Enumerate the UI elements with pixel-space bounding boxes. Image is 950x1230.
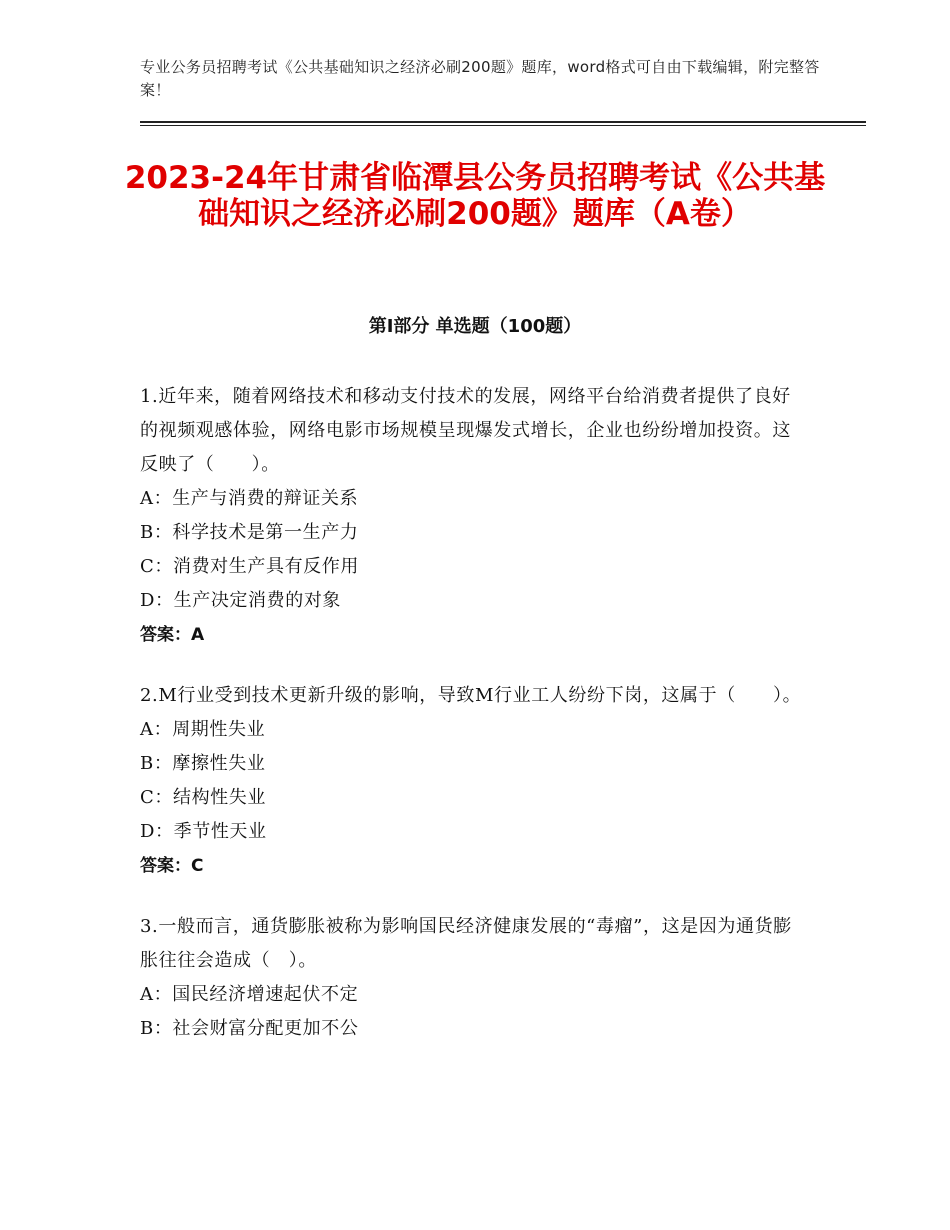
option-d: D：生产决定消费的对象: [140, 590, 342, 611]
option-b: B：科学技术是第一生产力: [140, 522, 359, 543]
header-divider: [140, 121, 866, 126]
answer-line: 答案：A: [140, 625, 205, 645]
question-stem: 2.M行业受到技术更新升级的影响，导致M行业工人纷纷下岗，这属于（ ）。: [140, 685, 802, 706]
question-2: [140, 679, 808, 883]
option-b: B：摩擦性失业: [140, 753, 266, 774]
question-list: [140, 380, 808, 1073]
option-b: B：社会财富分配更加不公: [140, 1018, 359, 1039]
option-d: D：季节性天业: [140, 821, 267, 842]
section-heading: 第I部分 单选题（100题）: [368, 316, 582, 337]
question-3: [140, 910, 808, 1046]
question-stem: 3.一般而言，通货膨胀被称为影响国民经济健康发展的“毒瘤”，这是因为通货膨胀往往会造成（ ）。: [140, 916, 792, 971]
question-stem: 1.近年来，随着网络技术和移动支付技术的发展，网络平台给消费者提供了良好的视频观感体验，网络电影市场规模呈现爆发式增长，企业也纷纷增加投资。这反映了（ ）。: [140, 386, 791, 475]
option-c: C：消费对生产具有反作用: [140, 556, 359, 577]
option-a: A：周期性失业: [140, 719, 266, 740]
document-title: 2023-24年甘肃省临潭县公务员招聘考试《公共基础知识之经济必刷200题》题库（A卷）: [124, 160, 826, 232]
option-a: A：生产与消费的辩证关系: [140, 488, 359, 509]
answer-line: 答案：C: [140, 856, 204, 876]
option-c: C：结构性失业: [140, 787, 266, 808]
option-a: A：国民经济增速起伏不定: [140, 984, 359, 1005]
header-note: 专业公务员招聘考试《公共基础知识之经济必刷200题》题库，word格式可自由下载编辑，附完整答案！: [140, 58, 820, 99]
question-1: [140, 380, 808, 652]
